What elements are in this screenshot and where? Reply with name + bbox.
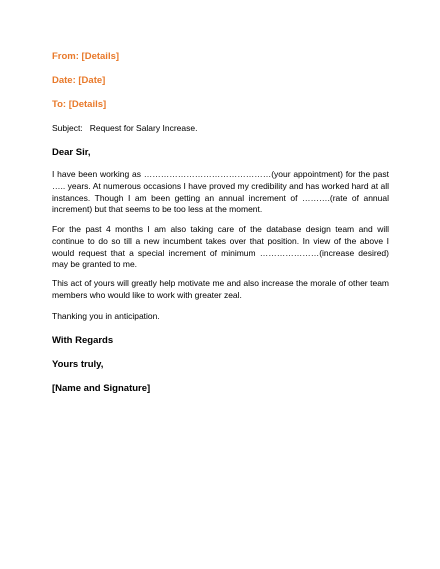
closing-yours-truly: Yours truly, xyxy=(52,359,104,370)
body-paragraph-1: I have been working as ………………………………………(your appointment) for the past ….. years. At numerous occasions I have proved my credibility and has worked hard at all instances. Though I am been getting an annual increment of ……….(rate of annual increment) but that seems to be too less at the moment. xyxy=(52,169,389,215)
to-line: To: [Details] xyxy=(52,99,107,110)
salutation: Dear Sir, xyxy=(52,147,91,158)
subject-label: Subject: xyxy=(52,123,83,133)
closing-regards: With Regards xyxy=(52,335,114,346)
subject-text: Request for Salary Increase. xyxy=(89,123,198,133)
body-paragraph-2: For the past 4 months I am also taking care of the database design team and will continue to do so till a new incumbent takes over that position. In view of the above I would request that a special increment of minimum …………………(increase desired) may be granted to me. xyxy=(52,224,389,270)
subject-line xyxy=(52,123,197,133)
signature-placeholder: [Name and Signature] xyxy=(52,383,151,394)
date-line: Date: [Date] xyxy=(52,75,106,86)
body-paragraph-3: This act of yours will greatly help motivate me and also increase the morale of other team members who would like to work with greater zeal. xyxy=(52,278,389,300)
from-line: From: [Details] xyxy=(52,51,120,62)
body-paragraph-4: Thanking you in anticipation. xyxy=(52,311,160,321)
